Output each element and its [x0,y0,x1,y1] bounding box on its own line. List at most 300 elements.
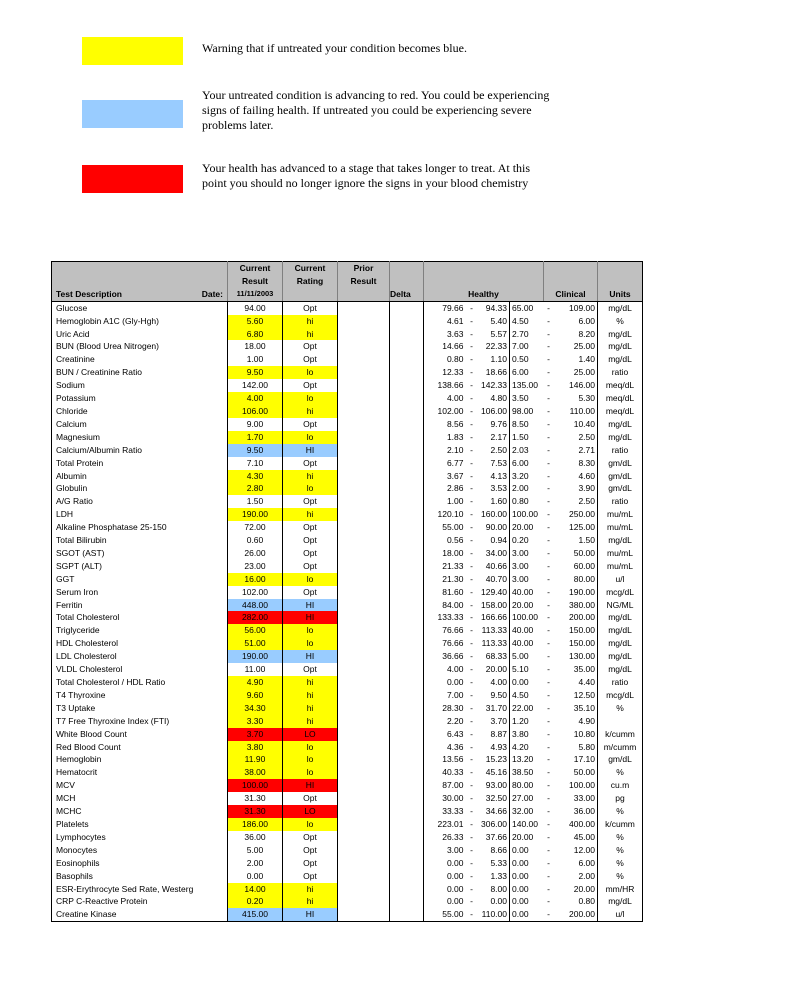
clinical-low-cell: 32.00 [512,806,534,817]
healthy-low-cell: 76.66 [442,638,464,649]
current-result-cell: 4.00 [228,392,283,405]
test-description-cell: SGOT (AST) [52,547,228,560]
header-delta: Delta [390,288,424,301]
current-result-cell: 38.00 [228,766,283,779]
test-description-cell: Creatine Kinase [52,908,228,921]
units-cell: m/cumm [598,741,643,754]
clinical-high-cell: 50.00 [554,766,598,779]
clinical-high-cell: 1.50 [554,534,598,547]
table-row [52,405,643,418]
clinical-low-cell: 0.00 [512,870,529,881]
table-row [52,599,643,612]
clinical-high-cell: 380.00 [554,599,598,612]
units-cell: % [598,844,643,857]
table-row [52,379,643,392]
delta-cell [390,689,424,702]
legend-swatch-red [82,165,183,193]
units-cell: ratio [598,444,643,457]
current-rating-cell: HI [283,599,338,612]
units-cell: mm/HR [598,883,643,896]
current-result-cell: 4.90 [228,676,283,689]
test-description-cell: Magnesium [52,431,228,444]
clinical-high-cell: 4.60 [554,470,598,483]
table-row [52,547,643,560]
current-rating-cell: lo [283,753,338,766]
clinical-dash-cell: - [547,741,550,752]
healthy-dash-cell: - [470,715,473,726]
clinical-low-cell: 0.00 [512,844,529,855]
current-result-cell: 3.30 [228,715,283,728]
current-rating-cell: Opt [283,663,338,676]
current-rating-cell: hi [283,883,338,896]
healthy-dash-cell: - [470,380,473,391]
test-description-cell: T3 Uptake [52,702,228,715]
prior-result-cell [338,508,390,521]
units-cell: gm/dL [598,482,643,495]
prior-result-cell [338,328,390,341]
current-result-cell: 9.50 [228,366,283,379]
table-row [52,805,643,818]
clinical-low-cell: 8.50 [512,418,529,429]
table-row [52,728,643,741]
legend-swatch-yellow [82,37,183,65]
prior-result-cell [338,482,390,495]
healthy-low-cell: 14.66 [442,341,464,352]
healthy-dash-cell: - [470,651,473,662]
delta-cell [390,573,424,586]
healthy-low-cell: 12.33 [442,367,464,378]
current-result-cell: 18.00 [228,340,283,353]
current-result-cell: 11.00 [228,663,283,676]
current-result-cell: 36.00 [228,831,283,844]
healthy-high-cell: 113.33 [478,624,510,637]
header-prior-blank [338,288,390,301]
header-rating-blank [283,288,338,301]
units-cell: mu/mL [598,547,643,560]
prior-result-cell [338,702,390,715]
healthy-high-cell: 34.00 [478,547,510,560]
healthy-dash-cell: - [470,573,473,584]
clinical-dash-cell: - [547,767,550,778]
current-result-cell: 415.00 [228,908,283,921]
prior-result-cell [338,689,390,702]
delta-cell [390,521,424,534]
delta-cell [390,766,424,779]
healthy-high-cell: 20.00 [478,663,510,676]
units-cell: % [598,315,643,328]
delta-cell [390,857,424,870]
current-rating-cell: HI [283,650,338,663]
clinical-dash-cell: - [547,677,550,687]
test-description-cell: GGT [52,573,228,586]
healthy-dash-cell: - [470,689,473,700]
healthy-low-cell: 55.00 [442,522,464,533]
healthy-low-cell: 36.66 [442,651,464,662]
current-rating-cell: LO [283,728,338,741]
current-result-cell: 190.00 [228,508,283,521]
healthy-dash-cell: - [470,483,473,494]
healthy-low-cell: 0.00 [446,677,464,687]
current-result-cell: 0.00 [228,870,283,883]
healthy-high-cell: 32.50 [478,792,510,805]
header-test-description [52,288,228,301]
healthy-high-cell: 4.00 [478,676,510,689]
delta-cell [390,340,424,353]
current-rating-cell: lo [283,366,338,379]
test-description-cell: SGPT (ALT) [52,560,228,573]
healthy-dash-cell: - [470,793,473,804]
clinical-low-cell: 20.00 [512,522,534,533]
clinical-low-cell: 140.00 [512,818,538,829]
current-result-cell: 0.60 [228,534,283,547]
healthy-dash-cell: - [470,457,473,468]
healthy-high-cell: 40.70 [478,573,510,586]
healthy-high-cell: 22.33 [478,340,510,353]
header-healthy: Healthy [424,288,544,301]
delta-cell [390,444,424,457]
healthy-dash-cell: - [470,367,473,378]
table-row [52,883,643,896]
healthy-high-cell: 5.33 [478,857,510,870]
clinical-high-cell: 25.00 [554,366,598,379]
clinical-high-cell: 109.00 [554,301,598,314]
table-row [52,715,643,728]
prior-result-cell [338,857,390,870]
healthy-high-cell: 68.33 [478,650,510,663]
healthy-low-cell: 84.00 [442,599,464,610]
clinical-high-cell: 2.50 [554,431,598,444]
clinical-dash-cell: - [547,341,550,352]
healthy-high-cell: 4.80 [478,392,510,405]
delta-cell [390,353,424,366]
delta-cell [390,418,424,431]
current-rating-cell: lo [283,818,338,831]
healthy-high-cell: 158.00 [478,599,510,612]
clinical-high-cell: 17.10 [554,753,598,766]
clinical-high-cell: 125.00 [554,521,598,534]
current-result-cell: 4.30 [228,470,283,483]
healthy-low-cell: 2.10 [446,444,464,455]
clinical-low-cell: 4.50 [512,315,529,326]
units-cell: mg/dL [598,637,643,650]
healthy-dash-cell: - [470,328,473,339]
table-row [52,444,643,457]
delta-cell [390,547,424,560]
clinical-low-cell: 135.00 [512,380,538,391]
healthy-dash-cell: - [470,315,473,326]
clinical-dash-cell: - [547,896,550,907]
clinical-dash-cell: - [547,702,550,713]
table-row [52,301,643,314]
prior-result-cell [338,805,390,818]
current-result-cell: 0.20 [228,895,283,908]
healthy-dash-cell: - [470,535,473,546]
delta-cell [390,379,424,392]
healthy-dash-cell: - [470,612,473,623]
current-result-cell: 72.00 [228,521,283,534]
prior-result-cell [338,728,390,741]
units-cell: mg/dL [598,611,643,624]
delta-cell [390,431,424,444]
table-row [52,560,643,573]
current-rating-cell: lo [283,431,338,444]
table-row [52,624,643,637]
clinical-dash-cell: - [547,483,550,494]
healthy-low-cell: 79.66 [442,302,464,313]
healthy-dash-cell: - [470,509,473,520]
healthy-high-cell: 3.70 [478,715,510,728]
healthy-low-cell: 21.33 [442,560,464,571]
current-result-cell: 190.00 [228,650,283,663]
current-rating-cell: Opt [283,379,338,392]
healthy-high-cell: 8.66 [478,844,510,857]
current-result-cell: 23.00 [228,560,283,573]
current-result-cell: 11.90 [228,753,283,766]
units-cell: pg [598,792,643,805]
test-description-cell: MCV [52,779,228,792]
clinical-low-cell: 0.00 [510,908,544,921]
delta-cell [390,663,424,676]
test-description-cell: Chloride [52,405,228,418]
units-cell: mg/dL [598,353,643,366]
clinical-low-cell: 20.00 [512,831,534,842]
table-row [52,573,643,586]
header-prior-result-1: Prior [338,262,390,275]
prior-result-cell [338,392,390,405]
healthy-low-cell: 4.00 [446,664,464,675]
units-cell: mg/dL [598,663,643,676]
current-result-cell: 3.70 [228,728,283,741]
healthy-high-cell: 9.50 [478,689,510,702]
units-cell: mu/mL [598,508,643,521]
table-row [52,870,643,883]
healthy-dash-cell: - [470,767,473,778]
units-cell: ratio [598,366,643,379]
delta-cell [390,470,424,483]
clinical-high-cell: 190.00 [554,586,598,599]
clinical-high-cell: 2.00 [554,870,598,883]
current-rating-cell: hi [283,702,338,715]
current-rating-cell: lo [283,573,338,586]
delta-cell [390,741,424,754]
healthy-high-cell: 113.33 [478,637,510,650]
table-row [52,753,643,766]
test-description-cell: Glucose [52,301,228,314]
clinical-low-cell: 80.00 [512,780,534,791]
test-description-cell: Globulin [52,482,228,495]
healthy-low-cell: 2.20 [446,715,464,726]
clinical-dash-cell: - [547,573,550,584]
clinical-low-cell: 3.50 [512,393,529,404]
table-header-row-3 [52,288,643,301]
units-cell: mu/mL [598,521,643,534]
clinical-dash-cell: - [547,470,550,481]
header-delta-mid [390,275,424,288]
healthy-low-cell: 0.00 [446,857,464,868]
current-result-cell: 14.00 [228,883,283,896]
healthy-high-cell: 5.57 [478,328,510,341]
prior-result-cell [338,844,390,857]
healthy-low-cell: 133.33 [437,612,464,623]
legend-text-red: Your health has advanced to a stage that takes longer to treat. At this point you should no longer ignore the signs in your blood chemistry [202,161,531,190]
clinical-low-cell: 3.80 [512,728,529,739]
header-units-mid [598,275,643,288]
units-cell: % [598,831,643,844]
clinical-low-cell: 40.00 [512,625,534,636]
current-result-cell: 31.30 [228,805,283,818]
clinical-dash-cell: - [547,818,550,829]
healthy-dash-cell: - [470,870,473,881]
delta-cell [390,482,424,495]
table-row [52,844,643,857]
table-row [52,895,643,908]
current-rating-cell: Opt [283,340,338,353]
clinical-high-cell: 36.00 [554,805,598,818]
clinical-dash-cell: - [547,728,550,739]
delta-cell [390,328,424,341]
table-header-row-2 [52,275,643,288]
clinical-dash-cell: - [547,638,550,649]
current-rating-cell: hi [283,508,338,521]
blood-results-table [51,261,643,922]
clinical-low-cell: 2.70 [512,328,529,339]
clinical-low-cell: 1.20 [512,715,529,726]
current-result-cell: 94.00 [228,301,283,314]
current-result-cell: 186.00 [228,818,283,831]
units-cell: u/l [598,573,643,586]
healthy-low-cell: 120.10 [437,509,464,520]
clinical-low-cell: 13.20 [512,754,534,765]
test-description-cell: Eosinophils [52,857,228,870]
healthy-low-cell: 21.30 [442,573,464,584]
current-rating-cell: Opt [283,870,338,883]
table-row [52,766,643,779]
units-cell: % [598,766,643,779]
healthy-low-cell: 223.01 [437,818,464,829]
delta-cell [390,495,424,508]
clinical-high-cell: 250.00 [554,508,598,521]
delta-cell [390,599,424,612]
clinical-high-cell: 110.00 [554,405,598,418]
clinical-high-cell: 2.50 [554,495,598,508]
prior-result-cell [338,766,390,779]
test-description-cell: Albumin [52,470,228,483]
header-clinical-top [544,262,598,275]
current-rating-cell: lo [283,637,338,650]
clinical-low-cell: 0.00 [512,857,529,868]
clinical-high-cell: 33.00 [554,792,598,805]
delta-cell [390,301,424,314]
units-cell: % [598,857,643,870]
delta-cell [390,611,424,624]
table-row [52,650,643,663]
healthy-high-cell: 8.87 [478,728,510,741]
healthy-dash-cell: - [470,496,473,507]
table-row [52,521,643,534]
units-cell: mg/dL [598,328,643,341]
healthy-low-cell: 26.33 [442,831,464,842]
healthy-high-cell: 18.66 [478,366,510,379]
test-description-cell: Sodium [52,379,228,392]
table-row [52,418,643,431]
healthy-dash-cell: - [470,754,473,765]
current-rating-cell: lo [283,482,338,495]
healthy-high-cell: 8.00 [478,883,510,896]
delta-cell [390,895,424,908]
clinical-high-cell: 4.40 [554,676,598,689]
header-test-description-label: Test Description [56,288,122,299]
units-cell: mg/dL [598,624,643,637]
clinical-dash-cell: - [547,547,550,558]
healthy-dash-cell: - [470,405,473,416]
header-clinical: Clinical [544,288,598,301]
clinical-low-cell: 0.50 [512,354,529,365]
clinical-low-cell: 100.00 [512,612,538,623]
table-row [52,741,643,754]
test-description-cell: Basophils [52,870,228,883]
units-cell: u/l [598,908,643,921]
healthy-low-cell: 7.00 [446,689,464,700]
healthy-dash-cell: - [470,883,473,894]
current-rating-cell: hi [283,676,338,689]
current-rating-cell: lo [283,392,338,405]
clinical-dash-cell: - [547,806,550,817]
test-description-cell: MCH [52,792,228,805]
units-cell: mg/dL [598,534,643,547]
prior-result-cell [338,470,390,483]
delta-cell [390,844,424,857]
prior-result-cell [338,831,390,844]
table-row [52,637,643,650]
current-rating-cell: Opt [283,857,338,870]
clinical-low-cell: 22.00 [512,702,534,713]
units-cell: gm/dL [598,457,643,470]
delta-cell [390,586,424,599]
current-result-cell: 3.80 [228,741,283,754]
healthy-dash-cell: - [470,741,473,752]
current-result-cell: 31.30 [228,792,283,805]
healthy-high-cell: 15.23 [478,753,510,766]
current-result-cell: 56.00 [228,624,283,637]
delta-cell [390,805,424,818]
units-cell: mcg/dL [598,689,643,702]
table-row [52,534,643,547]
healthy-high-cell: 1.60 [478,495,510,508]
test-description-cell: HDL Cholesterol [52,637,228,650]
clinical-high-cell: 50.00 [554,547,598,560]
clinical-dash-cell: - [547,509,550,520]
current-rating-cell: hi [283,405,338,418]
units-cell: cu.m [598,779,643,792]
units-cell: meq/dL [598,379,643,392]
units-cell: gm/dL [598,753,643,766]
clinical-dash-cell: - [547,793,550,804]
units-cell: mg/dL [598,650,643,663]
healthy-dash-cell: - [470,677,473,687]
healthy-dash-cell: - [466,908,478,921]
healthy-high-cell: 1.33 [478,870,510,883]
current-result-cell: 448.00 [228,599,283,612]
current-result-cell: 2.80 [228,482,283,495]
current-rating-cell: Opt [283,792,338,805]
current-rating-cell: Opt [283,560,338,573]
current-rating-cell: Opt [283,301,338,314]
clinical-high-cell: 5.30 [554,392,598,405]
healthy-dash-cell: - [470,444,473,455]
table-row [52,857,643,870]
test-description-cell: MCHC [52,805,228,818]
current-rating-cell: hi [283,315,338,328]
